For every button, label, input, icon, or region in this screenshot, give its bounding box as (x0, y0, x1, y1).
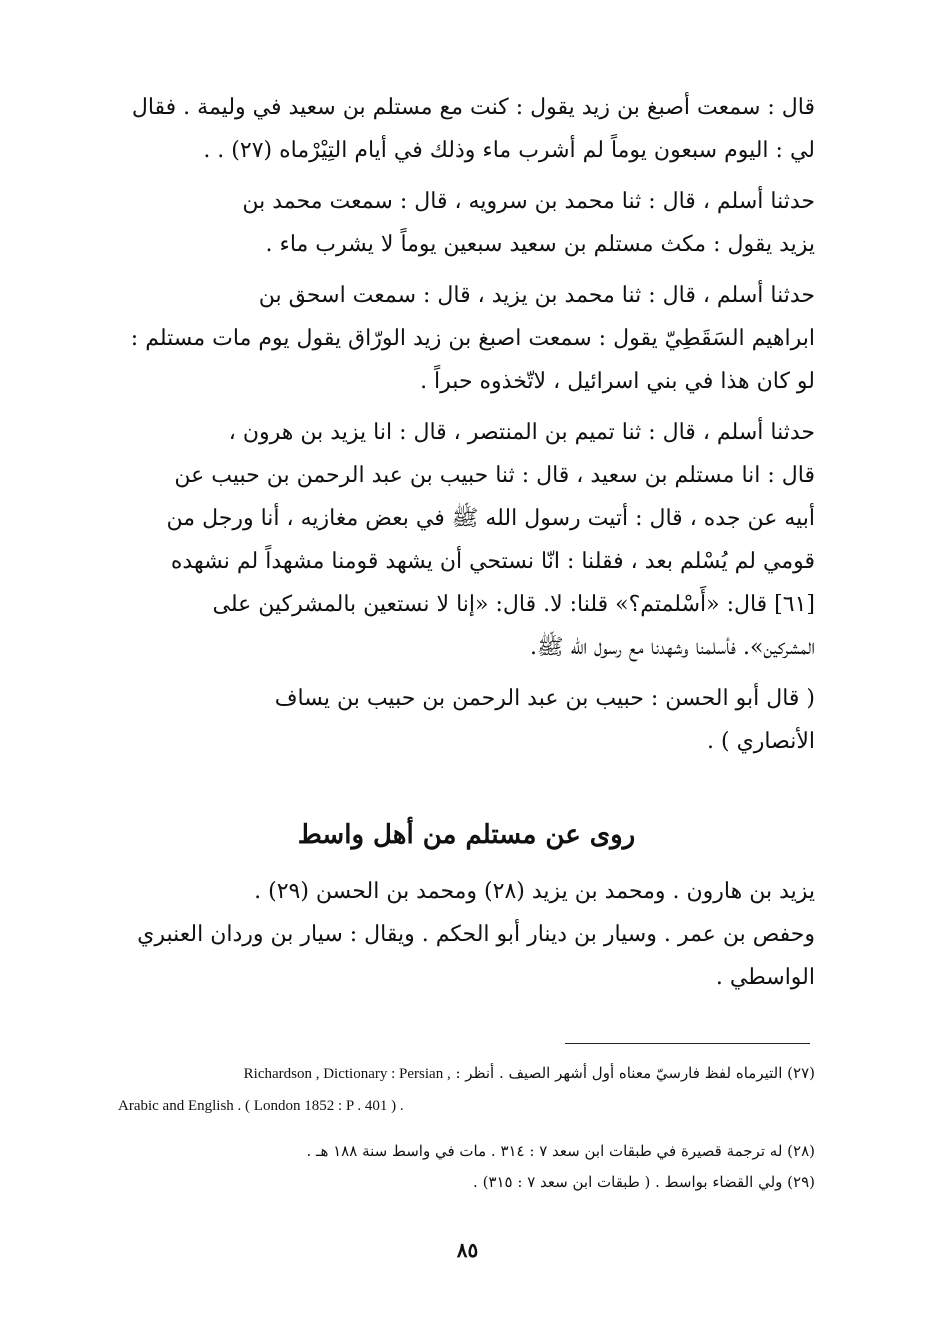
page-number: ٨٥ (456, 1238, 479, 1262)
text-line: حدثنا أسلم ، قال : ثنا محمد بن يزيد ، قال : سمعت اسحق بن (258, 283, 815, 308)
text-line: يزيد بن هارون . ومحمد بن يزيد (٢٨) ومحمد بن الحسن (٢٩) . (254, 879, 815, 904)
paragraph-1 (118, 86, 815, 172)
text-line: ( قال أبو الحسن : حبيب بن عبد الرحمن بن حبيب بن يساف (274, 686, 815, 711)
footnotes (118, 1058, 815, 1198)
text-line: وحفص بن عمر . وسيار بن دينار أبو الحكم . ويقال : سيار بن وردان العنبري (137, 922, 815, 947)
text-line: [٦١] قال: «أَسْلمتم؟» قلنا: لا. قال: «إنا لا نستعين بالمشركين على (212, 592, 815, 617)
text-line: الواسطي . (715, 965, 815, 990)
text-line: المشركين». فأسلمنا وشهدنا مع رسول الله ﷺ. (530, 635, 815, 660)
text-line: ابراهيم السَقَطِيّ يقول : سمعت اصبغ بن زيد الورّاق يقول يوم مات مستلم : (130, 326, 815, 351)
footnote-29: (٢٩) ولي القضاء بواسط . ( طبقات ابن سعد ٧ : ٣١٥) . (473, 1173, 815, 1191)
footnote-27-continued (118, 1090, 815, 1122)
paragraph-4 (118, 411, 815, 669)
footnote-28: (٢٨) له ترجمة قصيرة في طبقات ابن سعد ٧ : ٣١٤ . مات في واسط سنة ١٨٨ هـ . (306, 1142, 815, 1160)
text-line: حدثنا أسلم ، قال : ثنا تميم بن المنتصر ، قال : انا يزيد بن هرون ، (228, 420, 815, 445)
text-line: الأنصاري ) . (707, 729, 815, 754)
text-line: قال : سمعت أصبغ بن زيد يقول : كنت مع مستلم بن سعيد في وليمة . فقال (131, 95, 815, 120)
footnote-27 (118, 1058, 815, 1090)
paragraph-3 (118, 274, 815, 403)
paragraph-5 (118, 677, 815, 763)
section-heading: روى عن مستلم من أهل واسط (297, 820, 636, 850)
text-line: أبيه عن جده ، قال : أتيت رسول الله ﷺ في بعض مغازيه ، أنا ورجل من (166, 506, 815, 531)
text-line: قومي لم يُسْلم بعد ، فقلنا : انّا نستحي أن يشهد قومنا مشهداً لم نشهده (170, 549, 815, 574)
footnote-divider (565, 1043, 810, 1044)
narrators-list (118, 870, 815, 999)
text-line: يزيد يقول : مكث مستلم بن سعيد سبعين يوماً لا يشرب ماء . (265, 232, 815, 257)
footnote-27-reference: Richardson , Dictionary : Persian , (243, 1066, 451, 1082)
text-line: حدثنا أسلم ، قال : ثنا محمد بن سرويه ، قال : سمعت محمد بن (242, 189, 815, 214)
main-text (118, 86, 815, 771)
text-line: لو كان هذا في بني اسرائيل ، لاتّخذوه حبراً . (420, 369, 815, 394)
text-line: قال : انا مستلم بن سعيد ، قال : ثنا حبيب بن عبد الرحمن بن حبيب عن (174, 463, 815, 488)
paragraph-2 (118, 180, 815, 266)
section-paragraph (118, 870, 815, 1011)
footnote-27-arabic: (٢٧) التيرماه لفظ فارسيّ معناه أول أشهر الصيف . أنظر : (455, 1064, 815, 1082)
footnote-27-reference-cont: Arabic and English . ( London 1852 : P . 401 ) . (118, 1098, 404, 1114)
text-line: لي : اليوم سبعون يوماً لم أشرب ماء وذلك في أيام التِيْرْماه (٢٧) . . (203, 138, 815, 163)
